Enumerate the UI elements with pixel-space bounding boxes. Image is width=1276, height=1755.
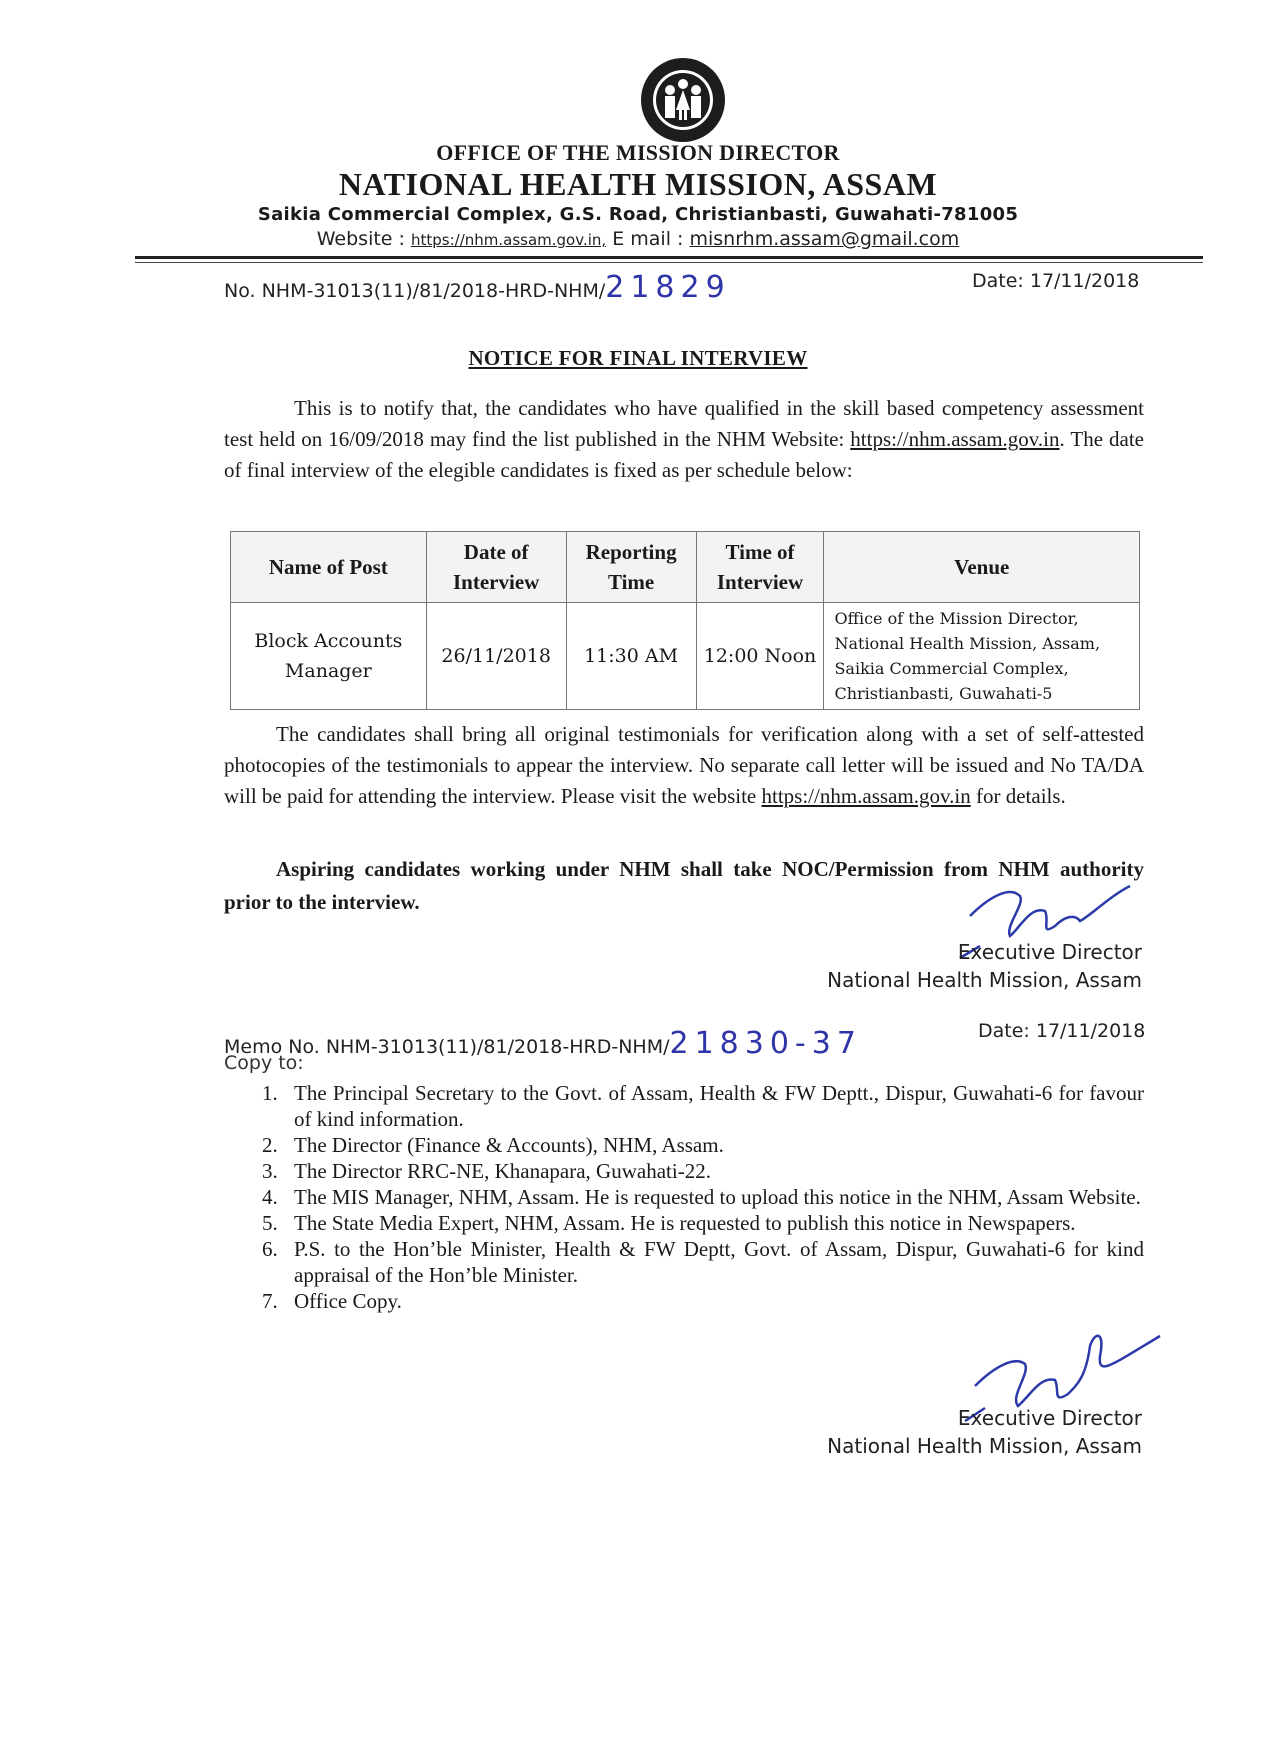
- signatory-organization: National Health Mission, Assam: [827, 968, 1142, 992]
- list-item: 6. P.S. to the Hon’ble Minister, Health & FW Deptt, Govt. of Assam, Dispur, Guwahati-6 for kind appraisal of the Hon’ble Minister.: [262, 1237, 1144, 1287]
- copy-recipient: P.S. to the Hon’ble Minister, Health & FW Deptt, Govt. of Assam, Dispur, Guwahati-6 for kind appraisal of the Hon’ble Minister.: [294, 1237, 1144, 1287]
- para2-text-a: The candidates shall bring all original testimonials for verification along with a set of self-attested photocopies of the testimonials to appear the interview. No separate call letter will be issued and No TA/DA will be paid for attending the interview. Please visit the website: [224, 722, 1144, 808]
- list-item: 5. The State Media Expert, NHM, Assam. He is requested to publish this notice in Newspapers.: [262, 1211, 1076, 1235]
- venue-cell: Office of the Mission Director, National Health Mission, Assam, Saikia Commercial Complex, Christianbasti, Guwahati-5: [824, 603, 1140, 710]
- signatory-title: Executive Director: [957, 1406, 1142, 1430]
- office-address: Saikia Commercial Complex, G.S. Road, Christianbasti, Guwahati-781005: [257, 204, 1019, 225]
- notice-heading: NOTICE FOR FINAL INTERVIEW: [468, 346, 808, 370]
- nhm-logo: [626, 48, 740, 148]
- column-header: Time of Interview: [696, 532, 824, 603]
- copy-to-list: [224, 1080, 1144, 1314]
- para2-text-b: for details.: [970, 784, 1066, 808]
- website-link-para2[interactable]: https://nhm.assam.gov.in: [761, 784, 971, 808]
- handwritten-memo-number: 21830-37: [669, 1026, 862, 1061]
- column-header: Venue: [824, 532, 1140, 603]
- reference-date: Date: 17/11/2018: [972, 270, 1140, 292]
- email-link[interactable]: misnrhm.assam@gmail.com: [689, 228, 960, 250]
- office-title: OFFICE OF THE MISSION DIRECTOR: [436, 140, 840, 165]
- reference-number-prefix: No. NHM-31013(11)/81/2018-HRD-NHM/: [224, 280, 606, 302]
- reporting-time-cell: 11:30 AM: [566, 603, 696, 710]
- interview-time-cell: 12:00 Noon: [696, 603, 824, 710]
- copy-recipient: The Principal Secretary to the Govt. of Assam, Health & FW Deptt., Dispur, Guwahati-6 for favour of kind information.: [294, 1081, 1144, 1131]
- table-row: [231, 603, 1140, 710]
- website-link[interactable]: https://nhm.assam.gov.in,: [410, 231, 607, 249]
- copy-recipient: The MIS Manager, NHM, Assam. He is requested to upload this notice in the NHM, Assam Website.: [294, 1185, 1141, 1209]
- list-item: 1. The Principal Secretary to the Govt. of Assam, Health & FW Deptt., Dispur, Guwahati-6 for favour of kind information.: [262, 1081, 1144, 1131]
- website-label: Website :: [316, 228, 405, 250]
- memo-date: Date: 17/11/2018: [978, 1020, 1146, 1042]
- signature-block-1: [700, 938, 1142, 994]
- notice-paragraph-2: [224, 719, 1144, 812]
- header-rule-thick: [135, 256, 1203, 259]
- para1-text-b: . The date of final interview of the elegible candidates is fixed as per schedule below:: [224, 427, 1144, 482]
- interview-schedule-table: [230, 531, 1140, 710]
- memo-number-prefix: Memo No. NHM-31013(11)/81/2018-HRD-NHM/: [224, 1036, 670, 1058]
- website-link-para1[interactable]: https://nhm.assam.gov.in: [850, 427, 1060, 451]
- noc-instruction: Aspiring candidates working under NHM shall take NOC/Permission from NHM authority prior to the interview.: [224, 857, 1144, 914]
- column-header: Reporting Time: [566, 532, 696, 603]
- reference-number: [224, 270, 731, 305]
- header-rule-thin: [135, 262, 1203, 263]
- contact-line: [0, 228, 1276, 250]
- list-item: 4. The MIS Manager, NHM, Assam. He is requested to upload this notice in the NHM, Assam Website.: [262, 1185, 1141, 1209]
- interview-date-cell: 26/11/2018: [426, 603, 566, 710]
- signature-block-2: [700, 1404, 1142, 1460]
- post-name-cell: Block Accounts Manager: [231, 603, 427, 710]
- copy-recipient: The Director (Finance & Accounts), NHM, Assam.: [294, 1133, 724, 1157]
- column-header: Date of Interview: [426, 532, 566, 603]
- list-item: 3. The Director RRC-NE, Khanapara, Guwahati-22.: [262, 1159, 711, 1183]
- copy-to-label: Copy to:: [224, 1052, 304, 1074]
- email-label: E mail :: [612, 228, 684, 250]
- signatory-organization: National Health Mission, Assam: [827, 1434, 1142, 1458]
- column-header: Name of Post: [231, 532, 427, 603]
- notice-paragraph-1: [224, 393, 1144, 486]
- copy-recipient: The State Media Expert, NHM, Assam. He is requested to publish this notice in Newspapers.: [294, 1211, 1076, 1235]
- signatory-title: Executive Director: [957, 940, 1142, 964]
- copy-recipient: The Director RRC-NE, Khanapara, Guwahati-22.: [294, 1159, 711, 1183]
- list-item: 2. The Director (Finance & Accounts), NHM, Assam.: [262, 1133, 724, 1157]
- list-item: 7. Office Copy.: [262, 1289, 402, 1313]
- copy-recipient: Office Copy.: [294, 1289, 402, 1313]
- memo-number: [224, 1026, 862, 1061]
- table-header-row: [231, 532, 1140, 603]
- organization-name: NATIONAL HEALTH MISSION, ASSAM: [338, 166, 938, 202]
- para1-text-a: This is to notify that, the candidates who have qualified in the skill based competency assessment test held on 16/09/2018 may find the list published in the NHM Website:: [224, 396, 1144, 451]
- handwritten-reference-number: 21829: [605, 270, 731, 305]
